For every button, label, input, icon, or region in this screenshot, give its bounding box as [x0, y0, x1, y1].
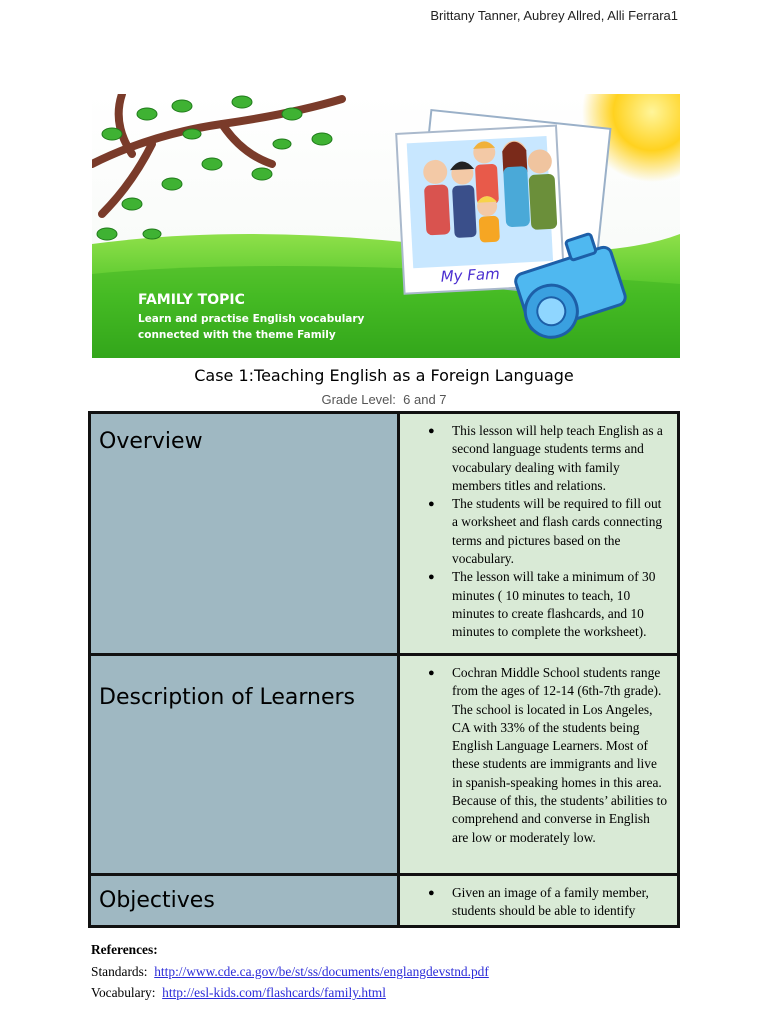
row-label-objectives: Objectives	[90, 875, 399, 927]
references-heading: References:	[91, 942, 158, 957]
grade-level-value: 6 and 7	[403, 392, 447, 407]
standards-label: Standards:	[91, 963, 148, 979]
list-item: ● The lesson will take a minimum of 30 minutes ( 10 minutes to teach, 10 minutes to create flashcards, and 10 minutes to complete the worksheet).	[452, 568, 669, 641]
table-row-description-of-learners	[90, 655, 679, 875]
standards-reference	[91, 961, 489, 983]
banner-topic-title: FAMILY TOPIC	[138, 292, 245, 308]
document-header-authors: Brittany Tanner, Aubrey Allred, Alli Ferrara1	[430, 8, 678, 23]
row-content-overview	[399, 413, 679, 655]
banner-subtitle-line1: Learn and practise English vocabulary	[138, 313, 365, 325]
vocabulary-label: Vocabulary:	[91, 985, 156, 1000]
table-row-overview	[90, 413, 679, 655]
list-item: ● The students will be required to fill out a worksheet and flash cards connecting terms and pictures based on the vocabulary.	[452, 495, 669, 568]
row-content-objectives	[399, 875, 679, 927]
lesson-plan-table	[88, 411, 680, 928]
row-content-description-of-learners	[399, 655, 679, 875]
row-label-description-of-learners: Description of Learners	[90, 655, 399, 875]
table-row-objectives	[90, 875, 679, 927]
list-item: ● This lesson will help teach English as a second language students terms and vocabulary dealing with family members titles and relations.	[452, 422, 669, 495]
grade-level-label: Grade Level:	[321, 392, 396, 407]
grade-level-line	[0, 392, 768, 407]
row-label-overview: Overview	[90, 413, 399, 655]
banner-subtitle-line2: connected with the theme Family	[138, 329, 336, 341]
family-topic-banner-image	[92, 94, 680, 358]
vocabulary-link[interactable]: http://esl-kids.com/flashcards/family.html	[162, 985, 386, 1000]
case-title: Case 1:Teaching English as a Foreign Language	[194, 366, 574, 385]
list-item: ● Given an image of a family member, students should be able to identify	[452, 884, 669, 921]
list-item: ● Cochran Middle School students range from the ages of 12-14 (6th-7th grade). The school is located in Los Angeles, CA with 33% of the students being English Language Learners. Most of these students are immigrants and live in spanish-speaking homes in this area. Because of this, the students’ abilities to comprehend and converse in English are low or moderately low.	[452, 664, 669, 847]
photo-caption: My Fam	[440, 264, 501, 286]
vocabulary-reference	[91, 982, 489, 1004]
references-section	[91, 939, 489, 1004]
standards-link[interactable]: http://www.cde.ca.gov/be/st/ss/documents/englangdevstnd.pdf	[154, 963, 489, 979]
